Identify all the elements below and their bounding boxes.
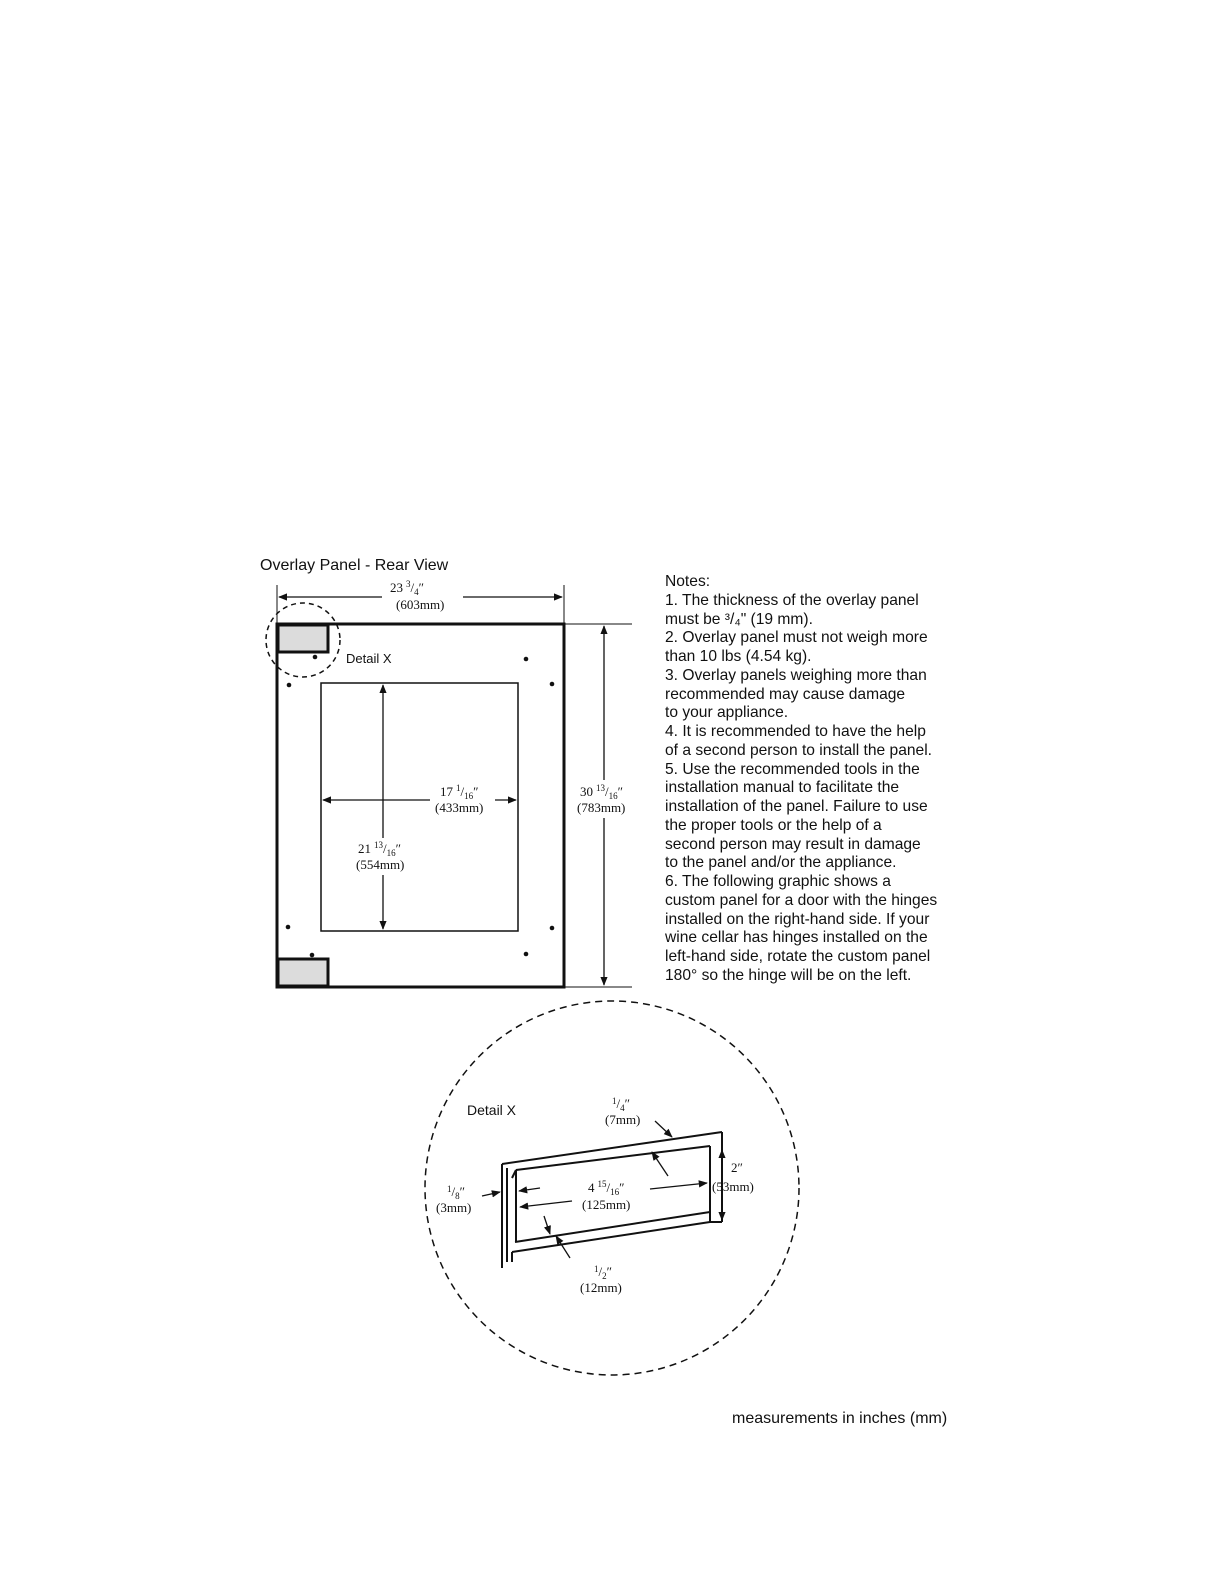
notes-line: than 10 lbs (4.54 kg). (665, 648, 812, 665)
side-thickness-mm: (3mm) (436, 1200, 472, 1215)
notes-line: 6. The following graphic shows a (665, 873, 891, 890)
notes-line: 5. Use the recommended tools in the (665, 760, 920, 778)
top-thickness-mm: (7mm) (605, 1112, 641, 1127)
cutout-width-mm: (433mm) (435, 800, 484, 815)
notes-line: to your appliance. (665, 704, 789, 722)
notes-line: the proper tools or the help of a (665, 816, 882, 834)
cutout-width-value: 17 $^1/_{16}''$ (440, 783, 479, 801)
notes-heading: Notes: (665, 573, 711, 590)
notes-line: custom panel for a door with the hinges (665, 891, 938, 909)
top-thickness-value: $^1/_4''$ (612, 1096, 631, 1113)
bottom-thickness-arrow (556, 1236, 570, 1258)
hinge-block-bottom (278, 959, 328, 986)
detail-height-value: 2″ (731, 1160, 743, 1175)
notes-line: second person may result in damage (665, 835, 921, 853)
notes-line: wine cellar has hinges installed on the (665, 929, 928, 947)
panel-cutout (321, 683, 518, 931)
notes-line: installed on the right-hand side. If your (665, 910, 930, 928)
length-arrow-left (520, 1201, 572, 1207)
width-dimension-mm: (603mm) (396, 597, 445, 612)
length-arrow-right (650, 1183, 707, 1189)
cutout-height-mm: (554mm) (356, 857, 405, 872)
detail-height-mm: (53mm) (712, 1179, 754, 1194)
notes-line: installation manual to facilitate the (665, 779, 900, 797)
bottom-thickness-arrow-inner (544, 1216, 550, 1234)
diagram-title: Overlay Panel - Rear View (260, 557, 449, 574)
notes-line: must be ³/₄" (19 mm). (665, 610, 813, 628)
detail-x-title: Detail X (467, 1102, 517, 1118)
height-dimension-mm: (783mm) (577, 800, 626, 815)
panel-outline (277, 624, 564, 987)
screw-holes (286, 655, 555, 958)
notes-line: 180° so the hinge will be on the left. (665, 966, 912, 984)
notes-line: left-hand side, rotate the custom panel (665, 948, 931, 965)
detail-x-label: Detail X (346, 651, 392, 666)
measurement-units-note: measurements in inches (mm) (732, 1410, 948, 1427)
bottom-thickness-value: $^1/_2''$ (594, 1264, 613, 1281)
top-thickness-arrow-inner (652, 1152, 668, 1176)
notes-line: 2. Overlay panel must not weigh more (665, 629, 928, 647)
notes-line: of a second person to install the panel. (665, 741, 933, 759)
length-mm: (125mm) (582, 1197, 631, 1212)
notes-block (665, 573, 965, 986)
width-dimension-value: 23 $^3/_4''$ (390, 579, 425, 597)
notes-line: 3. Overlay panels weighing more than (665, 666, 927, 684)
side-thickness-value: $^1/_8''$ (447, 1184, 466, 1201)
notes-line: installation of the panel. Failure to use (665, 798, 928, 815)
notes-line: 4. It is recommended to have the help (665, 723, 926, 740)
notes-line: recommended may cause damage (665, 685, 906, 703)
bottom-thickness-mm: (12mm) (580, 1280, 622, 1295)
notes-line: 1. The thickness of the overlay panel (665, 591, 919, 609)
notes-line: to the panel and/or the appliance. (665, 854, 897, 872)
length-value: 4 $^{15}/_{16}''$ (588, 1179, 625, 1197)
side-thickness-arrow (482, 1192, 500, 1196)
side-thickness-arrow-inner (519, 1188, 540, 1191)
top-thickness-arrow (655, 1121, 672, 1137)
hinge-block-top (278, 625, 328, 652)
cutout-height-value: 21 $^{13}/_{16}''$ (358, 840, 402, 858)
height-dimension-value: 30 $^{13}/_{16}''$ (580, 783, 624, 801)
